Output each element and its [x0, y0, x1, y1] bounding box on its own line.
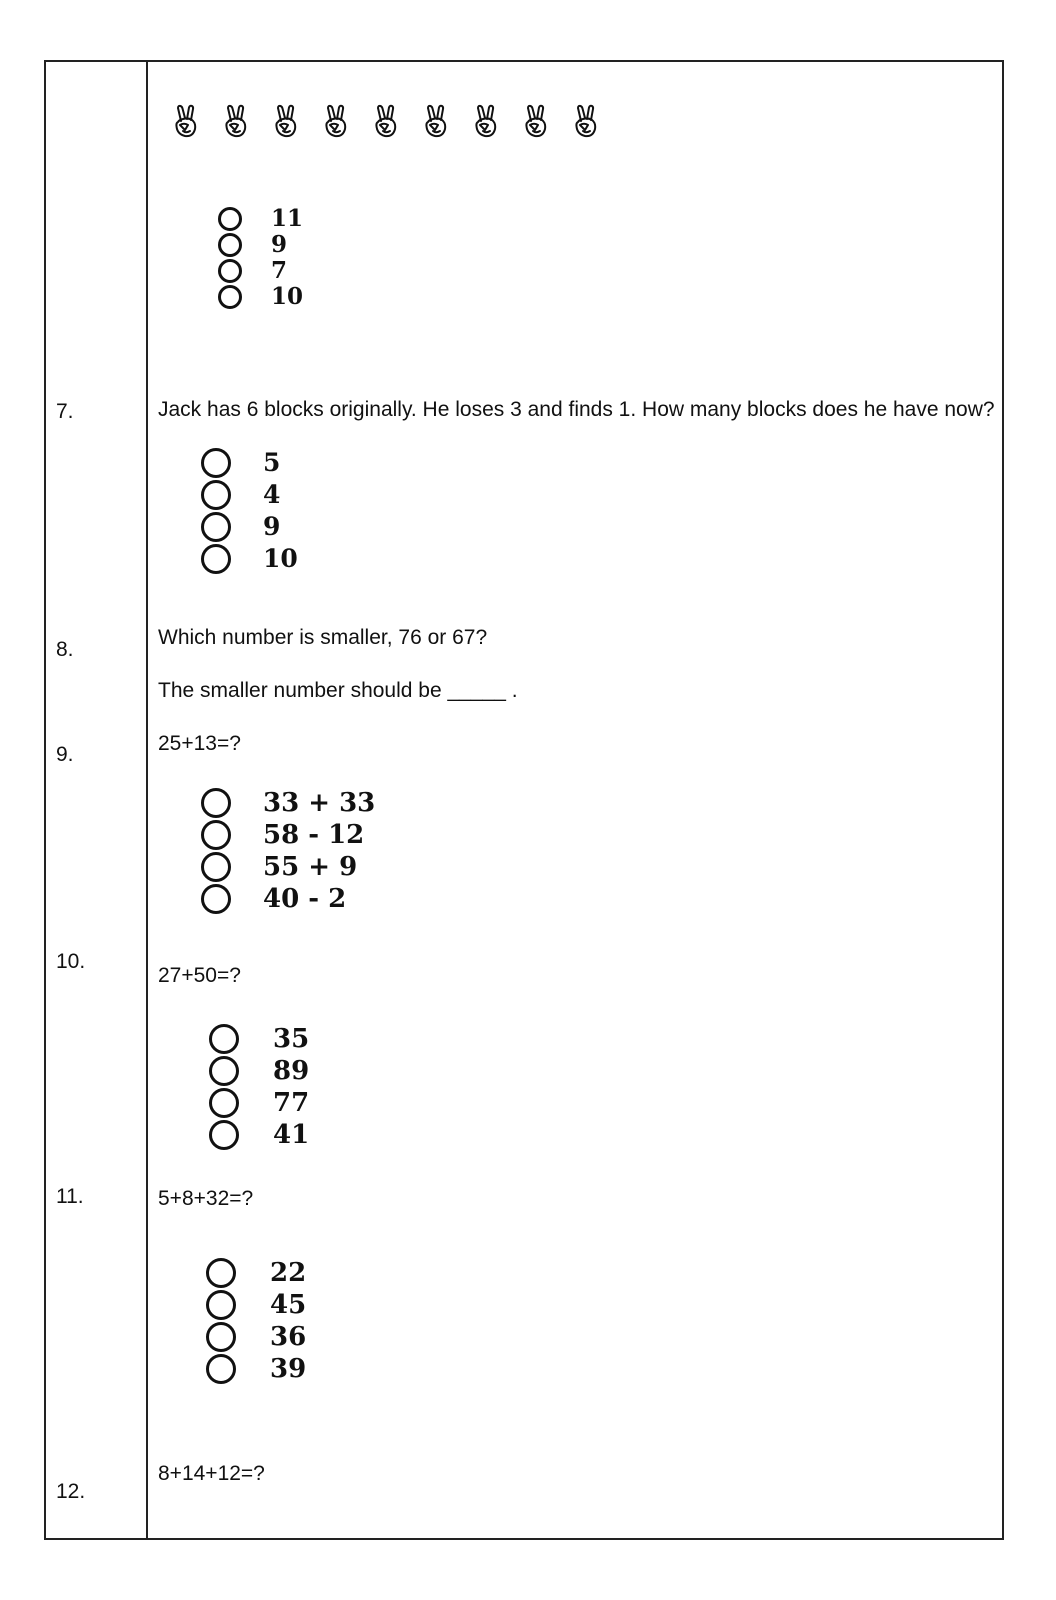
question-text: Which number is smaller, 76 or 67?: [158, 626, 488, 649]
option-1[interactable]: [201, 788, 375, 818]
option-2[interactable]: [206, 1290, 306, 1320]
option-2[interactable]: [209, 1056, 309, 1086]
option-label: 55 + 9: [263, 852, 358, 882]
radio-circle[interactable]: [209, 1024, 239, 1054]
option-label: 33 + 33: [263, 788, 376, 818]
option-3[interactable]: [218, 258, 303, 283]
victory-hand-icon: [174, 104, 198, 138]
option-1[interactable]: [209, 1024, 309, 1054]
answer-options-q10: [209, 1024, 309, 1150]
radio-circle[interactable]: [218, 207, 242, 231]
answer-blank-line[interactable]: The smaller number should be _____ .: [158, 679, 518, 702]
answer-options-q9: [201, 788, 375, 914]
victory-hand-icon: [324, 104, 348, 138]
option-1[interactable]: [201, 448, 298, 478]
column-divider: [146, 60, 148, 1540]
radio-circle[interactable]: [206, 1354, 236, 1384]
option-label: 22: [270, 1258, 307, 1288]
option-2[interactable]: [218, 232, 303, 257]
option-label: 45: [270, 1290, 307, 1320]
option-label: 5: [263, 448, 281, 477]
option-label: 4: [263, 480, 281, 509]
question-number: 9.: [56, 743, 74, 766]
option-label: 41: [273, 1120, 310, 1150]
option-4[interactable]: [209, 1120, 309, 1150]
option-4[interactable]: [206, 1354, 306, 1384]
option-label: 10: [271, 283, 304, 310]
radio-circle[interactable]: [201, 884, 231, 914]
worksheet-table: [44, 60, 1004, 1540]
radio-circle[interactable]: [201, 448, 231, 478]
question-number: 11.: [56, 1185, 84, 1208]
option-1[interactable]: [206, 1258, 306, 1288]
victory-hand-icon: [574, 104, 598, 138]
option-1[interactable]: [218, 206, 303, 231]
option-label: 39: [270, 1354, 307, 1384]
victory-hand-icon: [524, 104, 548, 138]
answer-options-q11: [206, 1258, 306, 1384]
radio-circle[interactable]: [206, 1322, 236, 1352]
radio-circle[interactable]: [209, 1088, 239, 1118]
radio-circle[interactable]: [201, 820, 231, 850]
option-label: 9: [271, 231, 288, 258]
answer-options-picture: [218, 206, 303, 309]
option-label: 9: [263, 512, 281, 541]
victory-hand-row: [174, 104, 598, 138]
radio-circle[interactable]: [209, 1120, 239, 1150]
radio-circle[interactable]: [201, 480, 231, 510]
question-text: Jack has 6 blocks originally. He loses 3 and finds 1. How many blocks does he have now?: [158, 398, 995, 421]
radio-circle[interactable]: [201, 788, 231, 818]
option-label: 7: [271, 257, 288, 284]
radio-circle[interactable]: [201, 512, 231, 542]
question-number: 10.: [56, 950, 86, 973]
question-number: 8.: [56, 638, 74, 661]
radio-circle[interactable]: [206, 1290, 236, 1320]
question-text: 27+50=?: [158, 964, 241, 987]
victory-hand-icon: [274, 104, 298, 138]
option-2[interactable]: [201, 820, 375, 850]
radio-circle[interactable]: [209, 1056, 239, 1086]
option-3[interactable]: [209, 1088, 309, 1118]
victory-hand-icon: [424, 104, 448, 138]
option-label: 36: [270, 1322, 307, 1352]
radio-circle[interactable]: [206, 1258, 236, 1288]
radio-circle[interactable]: [201, 852, 231, 882]
radio-circle[interactable]: [201, 544, 231, 574]
option-label: 10: [263, 544, 298, 573]
option-2[interactable]: [201, 480, 298, 510]
option-4[interactable]: [218, 284, 303, 309]
option-label: 58 - 12: [263, 820, 365, 850]
option-label: 35: [273, 1024, 310, 1054]
victory-hand-icon: [224, 104, 248, 138]
radio-circle[interactable]: [218, 233, 242, 257]
option-label: 89: [273, 1056, 310, 1086]
radio-circle[interactable]: [218, 259, 242, 283]
option-4[interactable]: [201, 884, 375, 914]
question-number: 12.: [56, 1480, 86, 1503]
answer-options-q7: [201, 448, 298, 574]
option-3[interactable]: [201, 512, 298, 542]
question-text: 8+14+12=?: [158, 1462, 265, 1485]
question-text: 25+13=?: [158, 732, 241, 755]
option-3[interactable]: [201, 852, 375, 882]
question-text: 5+8+32=?: [158, 1187, 254, 1210]
option-label: 77: [273, 1088, 310, 1118]
victory-hand-icon: [374, 104, 398, 138]
option-3[interactable]: [206, 1322, 306, 1352]
option-label: 11: [271, 205, 304, 232]
option-4[interactable]: [201, 544, 298, 574]
victory-hand-icon: [474, 104, 498, 138]
option-label: 40 - 2: [263, 884, 347, 914]
radio-circle[interactable]: [218, 285, 242, 309]
question-number: 7.: [56, 400, 74, 423]
